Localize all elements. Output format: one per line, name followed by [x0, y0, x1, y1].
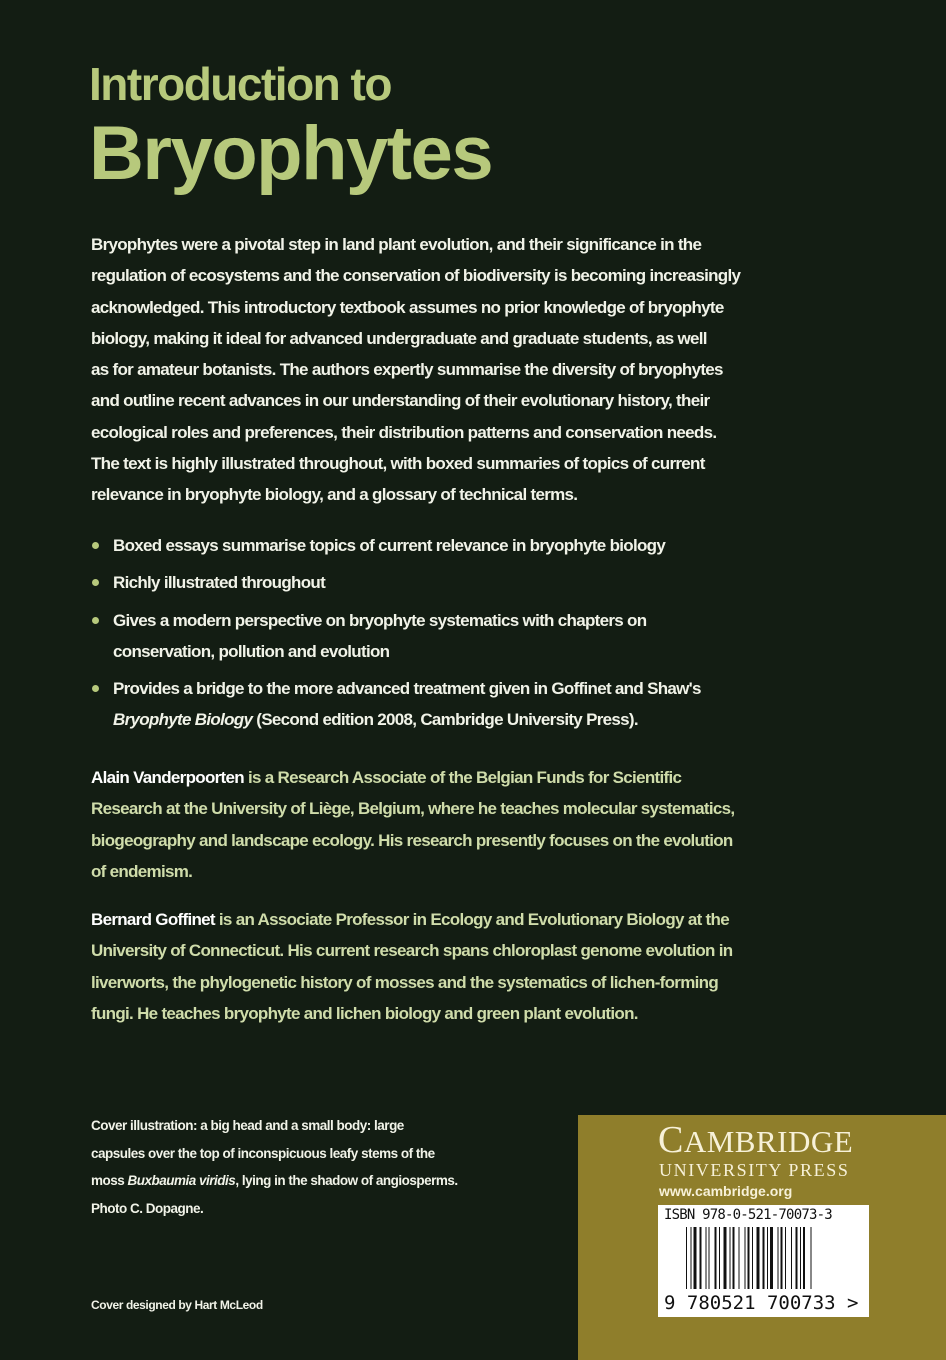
author-bio-goffinet: [91, 904, 732, 1029]
feature-item: [91, 530, 701, 561]
feature-item: [91, 673, 701, 736]
description-line: Bryophytes were a pivotal step in land plant evolution, and their significance in the: [91, 235, 702, 254]
barcode-bar: [752, 1227, 753, 1289]
feature-text: Gives a modern perspective on bryophyte systematics with chapters on: [113, 610, 647, 630]
barcode-bar: [767, 1227, 768, 1289]
barcode: [658, 1205, 869, 1317]
barcode-bar: [694, 1227, 697, 1289]
bullet-icon: [92, 579, 99, 586]
description-line: relevance in bryophyte biology, and a glossary of technical terms.: [91, 485, 578, 505]
description-line: and outline recent advances in our understanding of their evolutionary history, their: [91, 391, 710, 411]
caption-line: Cover illustration: a big head and a small body: large: [91, 1118, 404, 1133]
author-name: Bernard Goffinet: [91, 910, 215, 929]
feature-text: Richly illustrated throughout: [113, 573, 326, 593]
caption-line: Photo C. Dopagne.: [91, 1200, 204, 1216]
bio-text: is an Associate Professor in Ecology and Evolutionary Biology at the: [214, 910, 729, 929]
title-line-2: Bryophytes: [89, 111, 493, 196]
publisher-logo: CAMBRIDGE: [658, 1119, 854, 1161]
barcode-bar: [730, 1227, 731, 1289]
barcode-bar: [745, 1227, 746, 1289]
bio-text: Research at the University of Liège, Belgium, where he teaches molecular systematics,: [91, 799, 735, 819]
description-line: The text is highly illustrated throughout, with boxed summaries of topics of current: [91, 454, 705, 474]
description-line: biology, making it ideal for advanced undergraduate and graduate students, as well: [91, 328, 707, 348]
barcode-bar: [800, 1227, 801, 1289]
caption-text: moss: [91, 1173, 128, 1188]
barcode-bars: [686, 1227, 848, 1289]
barcode-bar: [757, 1227, 760, 1289]
feature-text: conservation, pollution and evolution: [113, 641, 390, 661]
bullet-icon: [92, 617, 99, 624]
barcode-bar: [709, 1227, 710, 1289]
publisher-subline: UNIVERSITY PRESS: [659, 1160, 850, 1180]
author-bio-vanderpoorten: [91, 762, 734, 887]
barcode-bar: [719, 1227, 720, 1289]
bio-text: biogeography and landscape ecology. His research presently focuses on the evolution: [91, 830, 733, 850]
cover-caption: [91, 1112, 458, 1222]
feature-list: [91, 530, 701, 742]
barcode-bar: [691, 1227, 692, 1289]
bio-text: is a Research Associate of the Belgian Funds for Scientific: [243, 768, 682, 787]
description-line: as for amateur botanists. The authors expertly summarise the diversity of bryophytes: [91, 360, 723, 380]
description-line: regulation of ecosystems and the conservation of biodiversity is becoming increasingly: [91, 266, 741, 286]
barcode-bar: [715, 1227, 717, 1289]
bullet-icon: [92, 542, 99, 549]
publisher-panel: [578, 1115, 946, 1360]
feature-text: Provides a bridge to the more advanced treatment given in Goffinet and Shaw's: [113, 679, 701, 699]
barcode-bar: [781, 1227, 783, 1289]
caption-line: capsules over the top of inconspicuous leafy stems of the: [91, 1145, 435, 1161]
barcode-bar: [739, 1227, 740, 1289]
barcode-bar: [811, 1227, 812, 1289]
book-title: Bryophyte Biology: [113, 710, 253, 730]
barcode-bar: [733, 1227, 735, 1289]
barcode-bar: [803, 1227, 805, 1289]
barcode-bar: [791, 1227, 792, 1289]
bullet-icon: [92, 685, 99, 692]
barcode-bar: [770, 1227, 773, 1289]
barcode-bar: [763, 1227, 765, 1289]
bio-text: University of Connecticut. His current research spans chloroplast genome evolution in: [91, 941, 733, 961]
feature-item: [91, 567, 701, 598]
barcode-bar: [796, 1227, 798, 1289]
barcode-bar: [706, 1227, 707, 1289]
bio-text: fungi. He teaches bryophyte and lichen biology and green plant evolution.: [91, 1003, 638, 1023]
barcode-bar: [724, 1227, 727, 1289]
designer-credit: Cover designed by Hart McLeod: [91, 1298, 263, 1312]
publisher-url: www.cambridge.org: [659, 1183, 793, 1199]
feature-text: (Second edition 2008, Cambridge University Press).: [252, 710, 638, 730]
bio-text: of endemism.: [91, 861, 193, 881]
feature-item: [91, 605, 701, 668]
barcode-bar: [748, 1227, 750, 1289]
isbn-text: ISBN 978-0-521-70073-3: [664, 1207, 832, 1223]
description-line: acknowledged. This introductory textbook assumes no prior knowledge of bryophyte: [91, 297, 724, 317]
barcode-bar: [785, 1227, 786, 1289]
barcode-bar: [700, 1227, 702, 1289]
description: [91, 229, 740, 511]
author-name: Alain Vanderpoorten: [91, 768, 244, 787]
description-line: ecological roles and preferences, their distribution patterns and conservation needs.: [91, 422, 717, 442]
ean-text: 9 780521 700733 >: [664, 1292, 859, 1314]
bio-text: liverworts, the phylogenetic history of mosses and the systematics of lichen-forming: [91, 972, 719, 992]
barcode-bar: [686, 1227, 687, 1289]
title-line-1: Introduction to: [89, 58, 391, 110]
barcode-bar: [778, 1227, 779, 1289]
feature-text: Boxed essays summarise topics of current relevance in bryophyte biology: [113, 536, 666, 555]
species-name: Buxbaumia viridis: [127, 1173, 236, 1188]
caption-text: , lying in the shadow of angiosperms.: [235, 1173, 458, 1188]
